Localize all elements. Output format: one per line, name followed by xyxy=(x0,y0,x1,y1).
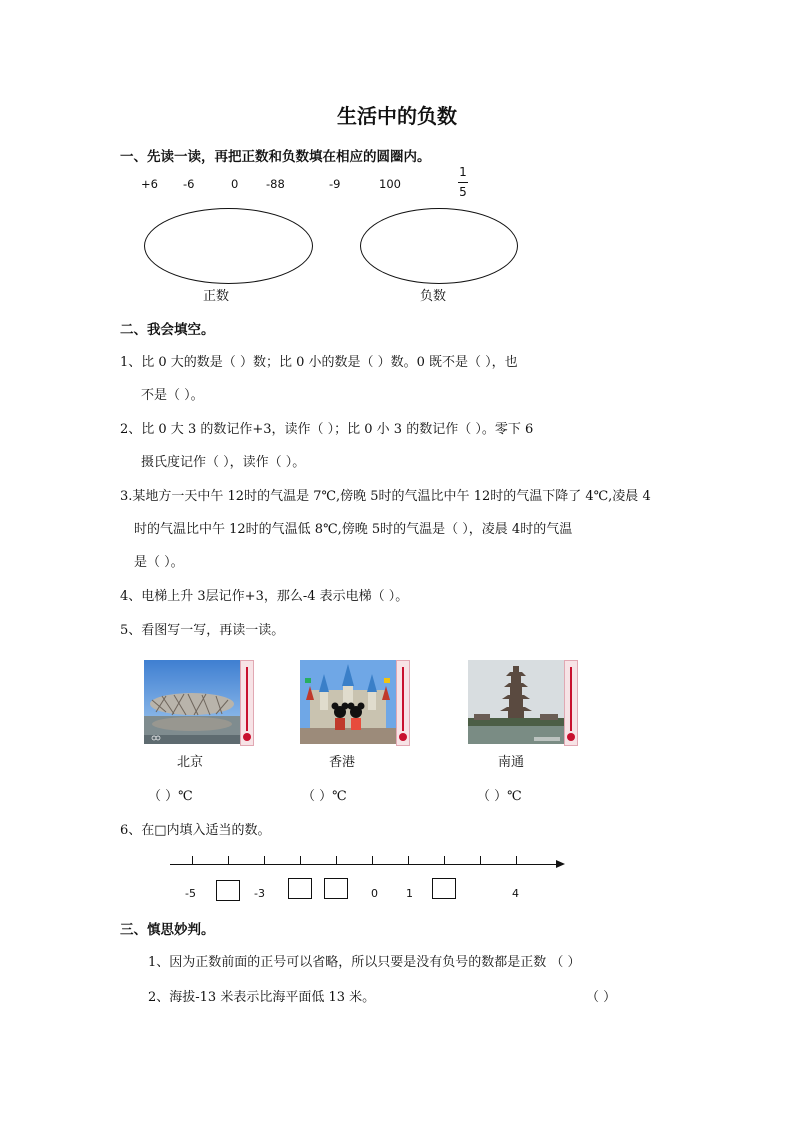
axis-tick xyxy=(372,856,373,865)
number-item: -6 xyxy=(183,177,195,191)
fraction-numerator: 1 xyxy=(459,165,467,179)
axis-tick xyxy=(480,856,481,865)
axis-label: 4 xyxy=(512,887,519,900)
q1-line: 不是（ ）。 xyxy=(141,388,204,403)
q5-line: 5、看图写一写，再读一读。 xyxy=(120,623,285,638)
negative-label: 负数 xyxy=(420,289,447,304)
q3-line: 是（ ）。 xyxy=(134,555,184,570)
number-item: 0 xyxy=(231,177,239,191)
q6-line: 6、在□内填入适当的数。 xyxy=(120,823,271,838)
temperature-answer[interactable]: （ ）℃ xyxy=(148,789,193,804)
judge-q2-answer[interactable]: （ ） xyxy=(586,990,617,1005)
axis-tick xyxy=(408,856,409,865)
axis-tick xyxy=(264,856,265,865)
axis-label: 1 xyxy=(406,887,413,900)
number-item: -9 xyxy=(329,177,341,191)
number-item: 100 xyxy=(379,177,401,191)
negative-ellipse[interactable] xyxy=(360,208,518,284)
answer-box[interactable] xyxy=(216,880,240,901)
q3-line: 3.某地方一天中午 12时的气温是 7℃,傍晚 5时的气温比中午 12时的气温下降了 4℃,凌晨 4 xyxy=(120,489,651,504)
judge-q2: 2、海拔-13 米表示比海平面低 13 米。 xyxy=(148,990,376,1005)
temperature-answer[interactable]: （ ）℃ xyxy=(302,789,347,804)
judge-q1: 1、因为正数前面的正号可以省略，所以只要是没有负号的数都是正数 （ ） xyxy=(148,955,581,970)
fraction-bar xyxy=(458,182,468,183)
city-label: 南通 xyxy=(498,755,525,770)
temperature-answer[interactable]: （ ）℃ xyxy=(477,789,522,804)
axis-tick xyxy=(300,856,301,865)
answer-box[interactable] xyxy=(432,878,456,899)
axis-label: -3 xyxy=(254,887,265,900)
page-title: 生活中的负数 xyxy=(337,104,457,128)
thermometer-icon xyxy=(564,660,578,746)
axis-tick xyxy=(192,856,193,865)
nantong-photo xyxy=(468,660,564,744)
city-label: 北京 xyxy=(177,755,204,770)
axis-label: 0 xyxy=(371,887,378,900)
q3-line: 时的气温比中午 12时的气温低 8℃,傍晚 5时的气温是（ ），凌晨 4时的气温 xyxy=(134,522,573,537)
fraction xyxy=(453,165,473,200)
thermometer-icon xyxy=(240,660,254,746)
hongkong-photo xyxy=(300,660,396,744)
axis-tick xyxy=(516,856,517,865)
q4-line: 4、电梯上升 3层记作+3，那么-4 表示电梯（ ）。 xyxy=(120,589,409,604)
city-label: 香港 xyxy=(329,755,356,770)
axis-tick xyxy=(336,856,337,865)
q2-line: 摄氏度记作（ ），读作（ ）。 xyxy=(141,455,306,470)
beijing-photo xyxy=(144,660,240,744)
number-item: +6 xyxy=(141,177,158,191)
axis-tick xyxy=(228,856,229,865)
positive-ellipse[interactable] xyxy=(144,208,313,284)
arrow-icon xyxy=(556,860,565,868)
fraction-denominator: 5 xyxy=(459,185,467,199)
answer-box[interactable] xyxy=(324,878,348,899)
q2-line: 2、比 0 大 3 的数记作+3，读作（ ）；比 0 小 3 的数记作（ ）。零下 6 xyxy=(120,422,534,437)
section1-heading: 一、先读一读，再把正数和负数填在相应的圆圈内。 xyxy=(120,149,431,165)
q1-line: 1、比 0 大的数是（ ）数；比 0 小的数是（ ）数。0 既不是（ ），也 xyxy=(120,355,518,370)
answer-box[interactable] xyxy=(288,878,312,899)
axis-label: -5 xyxy=(185,887,196,900)
positive-label: 正数 xyxy=(203,289,230,304)
axis-tick xyxy=(444,856,445,865)
section2-heading: 二、我会填空。 xyxy=(120,322,215,338)
section3-heading: 三、慎思妙判。 xyxy=(120,922,215,938)
thermometer-icon xyxy=(396,660,410,746)
number-item: -88 xyxy=(266,177,285,191)
